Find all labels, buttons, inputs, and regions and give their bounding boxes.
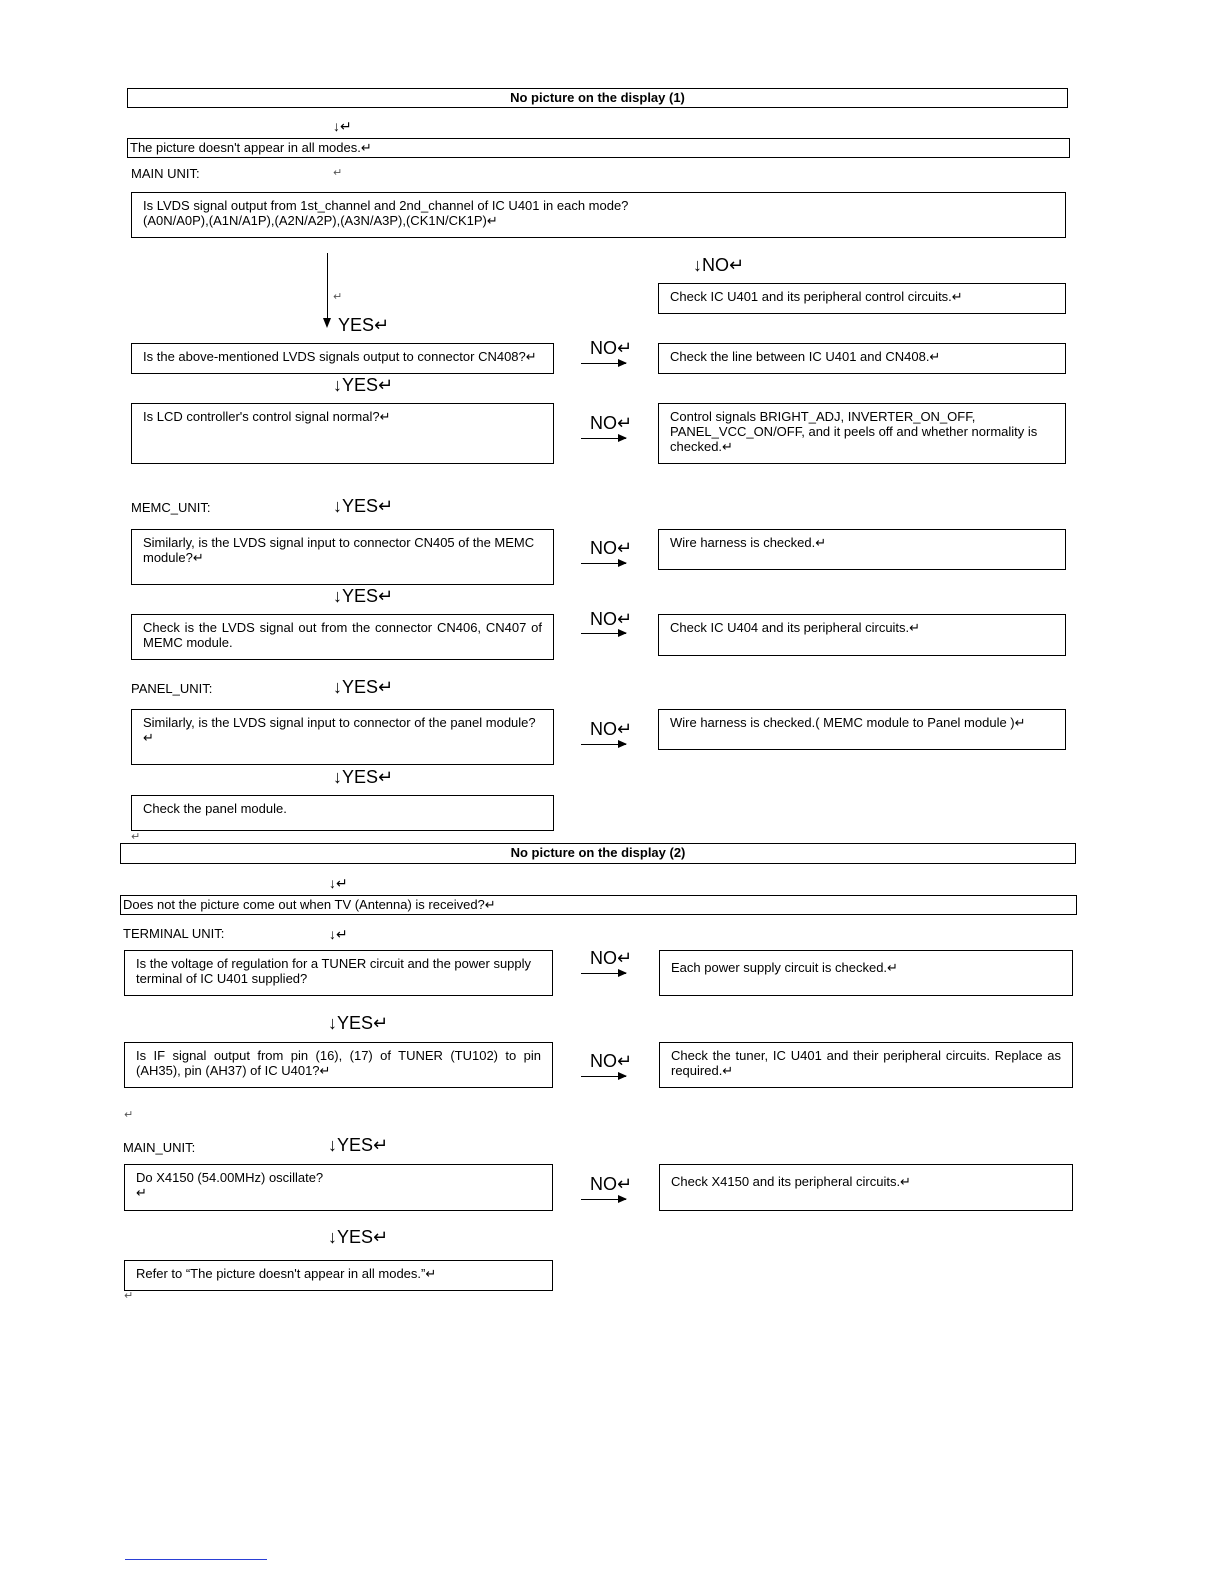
no-label-top: ↓NO↵ bbox=[693, 255, 745, 275]
yes-down-line bbox=[327, 253, 328, 318]
yes-label-5: ↓YES↵ bbox=[333, 677, 394, 697]
main-unit-mark: ↵ bbox=[333, 167, 343, 179]
s2-no-label-1: NO↵ bbox=[590, 948, 633, 968]
s2-no-arrow-1 bbox=[581, 973, 626, 974]
section1-title: No picture on the display (1) bbox=[127, 88, 1068, 108]
answer-panel-module: Check the panel module. bbox=[131, 795, 554, 831]
section2-title: No picture on the display (2) bbox=[120, 843, 1076, 864]
answer-x4150: Check X4150 and its peripheral circuits.↵ bbox=[659, 1164, 1073, 1211]
question-cn405: Similarly, is the LVDS signal input to connector CN405 of the MEMC module?↵ bbox=[131, 529, 554, 585]
answer-line-u401-cn408: Check the line between IC U401 and CN408.↵ bbox=[658, 343, 1066, 374]
s2-yes-label-2: ↓YES↵ bbox=[328, 1135, 389, 1155]
footer-rule bbox=[125, 1559, 267, 1560]
section2-end-mark: ↵ bbox=[124, 1290, 134, 1302]
no-arrow-2 bbox=[581, 438, 626, 439]
s2-yes-label-1: ↓YES↵ bbox=[328, 1013, 389, 1033]
question-x4150: Do X4150 (54.00MHz) oscillate? ↵ bbox=[124, 1164, 553, 1211]
answer-harness-2: Wire harness is checked.( MEMC module to Panel module )↵ bbox=[658, 709, 1066, 750]
no-label-4: NO↵ bbox=[590, 609, 633, 629]
section2-top-arrow: ↓↵ bbox=[329, 875, 348, 891]
answer-control-signals: Control signals BRIGHT_ADJ, INVERTER_ON_OFF, PANEL_VCC_ON/OFF, and it peels off and whether normality is checked.↵ bbox=[658, 403, 1066, 464]
no-arrow-4 bbox=[581, 633, 626, 634]
question-panel-connector: Similarly, is the LVDS signal input to connector of the panel module?↵ bbox=[131, 709, 554, 765]
section2-mid-mark: ↵ bbox=[124, 1109, 134, 1121]
yes-down-arrowhead bbox=[323, 318, 331, 328]
question-lcd-control: Is LCD controller's control signal normal?↵ bbox=[131, 403, 554, 464]
question-cn406-cn407: Check is the LVDS signal out from the connector CN406, CN407 of MEMC module. bbox=[131, 614, 554, 660]
terminal-unit-label: TERMINAL UNIT: bbox=[123, 926, 225, 941]
yes-label-3: ↓YES↵ bbox=[333, 496, 394, 516]
main-unit-label-2: MAIN_UNIT: bbox=[123, 1140, 196, 1155]
question-tuner-voltage: Is the voltage of regulation for a TUNER circuit and the power supply terminal of IC U401 supplied? bbox=[124, 950, 553, 996]
yes-label-6: ↓YES↵ bbox=[333, 767, 394, 787]
s2-no-label-2: NO↵ bbox=[590, 1051, 633, 1071]
question-lvds-output: Is LVDS signal output from 1st_channel and 2nd_channel of IC U401 in each mode? (A0N/A0P),(A1N/A1P),(A2N/A2P),(A3N/A3P),(CK1N/CK1P)↵ bbox=[131, 192, 1066, 238]
s2-no-arrow-2 bbox=[581, 1076, 626, 1077]
question-cn408: Is the above-mentioned LVDS signals output to connector CN408?↵ bbox=[131, 343, 554, 374]
answer-check-u401: Check IC U401 and its peripheral control circuits.↵ bbox=[658, 283, 1066, 314]
no-arrow-5 bbox=[581, 744, 626, 745]
s2-no-label-3: NO↵ bbox=[590, 1174, 633, 1194]
answer-check-u404: Check IC U404 and its peripheral circuits.↵ bbox=[658, 614, 1066, 656]
no-label-5: NO↵ bbox=[590, 719, 633, 739]
answer-tuner-check: Check the tuner, IC U401 and their peripheral circuits. Replace as required.↵ bbox=[659, 1042, 1073, 1088]
answer-harness-1: Wire harness is checked.↵ bbox=[658, 529, 1066, 570]
no-arrow-3 bbox=[581, 563, 626, 564]
answer-refer: Refer to “The picture doesn't appear in all modes.”↵ bbox=[124, 1260, 553, 1291]
terminal-mark: ↓↵ bbox=[329, 926, 348, 942]
section1-top-arrow: ↓↵ bbox=[333, 118, 352, 134]
panel-unit-label: PANEL_UNIT: bbox=[131, 681, 213, 696]
question-if-signal: Is IF signal output from pin (16), (17) of TUNER (TU102) to pin (AH35), pin (AH37) of IC U401?↵ bbox=[124, 1042, 553, 1088]
s2-yes-label-3: ↓YES↵ bbox=[328, 1227, 389, 1247]
section1-banner: The picture doesn't appear in all modes.↵ bbox=[127, 138, 1070, 158]
section2-banner: Does not the picture come out when TV (Antenna) is received?↵ bbox=[120, 895, 1077, 915]
no-arrow-1 bbox=[581, 363, 626, 364]
s2-no-arrow-3 bbox=[581, 1199, 626, 1200]
section1-end-mark: ↵ bbox=[131, 831, 141, 843]
answer-power-supply: Each power supply circuit is checked.↵ bbox=[659, 950, 1073, 996]
no-label-2: NO↵ bbox=[590, 413, 633, 433]
no-label-1: NO↵ bbox=[590, 338, 633, 358]
yes-label-2: ↓YES↵ bbox=[333, 375, 394, 395]
yes-label-4: ↓YES↵ bbox=[333, 586, 394, 606]
main-unit-label: MAIN UNIT: bbox=[131, 166, 200, 181]
side-mark: ↵ bbox=[333, 291, 343, 303]
memc-unit-label: MEMC_UNIT: bbox=[131, 500, 211, 515]
no-label-3: NO↵ bbox=[590, 538, 633, 558]
yes-label-1: YES↵ bbox=[338, 315, 390, 335]
